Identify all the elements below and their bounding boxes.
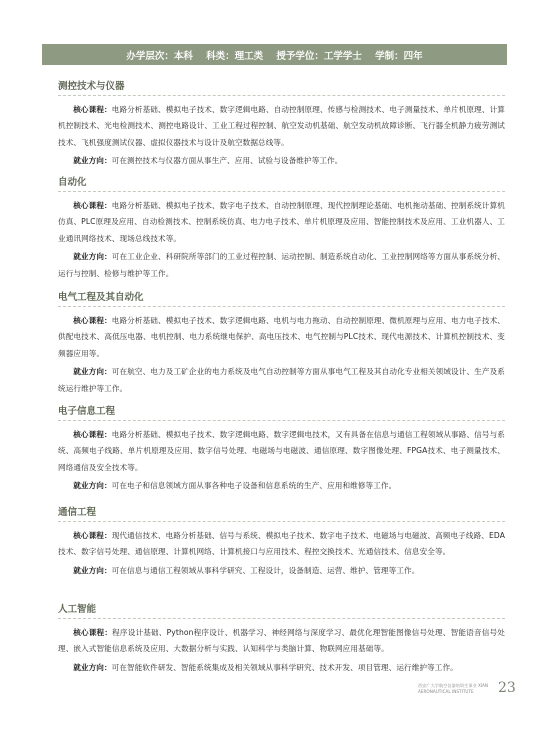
career-direction xyxy=(58,478,505,494)
page-footer xyxy=(418,680,518,704)
core-courses-label: 核心课程： xyxy=(73,430,112,439)
core-courses xyxy=(58,102,505,151)
career-direction xyxy=(58,364,505,397)
major-title: 人工智能 xyxy=(58,604,97,615)
section-divider xyxy=(58,95,505,96)
section-divider xyxy=(58,306,505,307)
major-section-electrical xyxy=(58,291,505,399)
core-courses-text: 电路分析基础、模拟电子技术、数字电子技术、自动控制原理、现代控制理论基础、电机拖动基础、控制系统计算机仿真、PLC原理及应用、自动检测技术、控制系统仿真、电力电子技术、单片机原理及应用、智能控制技术及应用、工业机器人、工业通讯网络技术、现场总线技术等。 xyxy=(58,201,506,243)
page-number: 23 xyxy=(498,680,516,696)
core-courses xyxy=(58,528,505,561)
career-label: 就业方向： xyxy=(73,662,112,672)
major-section-electronic-info xyxy=(58,405,505,497)
major-section-automation xyxy=(58,176,505,284)
major-title: 电子信息工程 xyxy=(58,406,116,417)
degree-info-banner: 办学层次：本科 科类：理工类 授予学位：工学学士 学制：四年 xyxy=(42,44,507,65)
career-label: 就业方向： xyxy=(73,156,112,166)
footer-institution-text: 西安广大学航空仪器培训生事业 XIAN AERONAUTICAL INSTITUTE xyxy=(418,683,489,694)
core-courses-label: 核心课程： xyxy=(73,201,112,210)
core-courses-text: 电路分析基础、模拟电子技术、数字逻辑电路、数字逻辑电技术，又有具备在信息与通信工程领域从事路、信号与系统、高频电子线路、单片机原理及应用、数字信号处理、电磁场与电磁波、通信原理、数字图像处理、FPGA技术、电子测量技术、网络通信及安全技术等。 xyxy=(58,430,506,472)
major-title: 电气工程及其自动化 xyxy=(58,292,144,303)
major-section-ai xyxy=(58,603,505,678)
core-courses xyxy=(58,313,505,362)
major-section-measurement xyxy=(58,80,505,172)
career-direction xyxy=(58,563,505,579)
section-divider xyxy=(58,618,505,619)
career-direction xyxy=(58,153,505,169)
career-text: 可在测控技术与仪器方面从事生产、应用、试验与设备维护等工作。 xyxy=(111,156,343,166)
career-direction xyxy=(58,660,505,676)
major-title: 自动化 xyxy=(58,177,87,188)
core-courses-text: 现代通信技术、电路分析基础、信号与系统、模拟电子技术、数字电子技术、电磁场与电磁波、高频电子线路、EDA技术、数字信号处理、通信原理、计算机网络、计算机接口与应用技术、程控交换技术、光通信技术、信息安全等。 xyxy=(58,531,505,557)
section-divider xyxy=(58,420,505,421)
career-text: 可在航空、电力及工矿企业的电力系统及电气自动控制等方面从事电气工程及其自动化专业相关领域设计、生产及系统运行维护等工作。 xyxy=(58,367,506,393)
core-courses xyxy=(58,198,505,247)
major-title: 通信工程 xyxy=(58,507,97,518)
career-label: 就业方向： xyxy=(73,367,112,377)
core-courses-text: 电路分析基础、模拟电子技术、数字逻辑电路、电机与电力拖动、自动控制原理、微机原理与应用、电力电子技术、供配电技术、高低压电器、电机控制、电力系统继电保护、高电压技术、电气控制与PLC技术、现代电源技术、计算机控制技术、变频器应用等。 xyxy=(58,316,506,358)
career-label: 就业方向： xyxy=(73,481,112,491)
major-section-communication xyxy=(58,506,505,581)
core-courses-label: 核心课程： xyxy=(73,628,113,637)
section-divider xyxy=(58,521,505,522)
core-courses-label: 核心课程： xyxy=(73,316,112,325)
core-courses xyxy=(58,625,505,658)
career-text: 可在智能软件研发、智能系统集成及相关领域从事科学研究、技术开发、项目管理、运行维护等工作。 xyxy=(111,662,458,672)
career-text: 可在信息与通信工程领域从事科学研究、工程设计，设备制造、运营、维护、管理等工作。 xyxy=(111,565,420,575)
career-text: 可在工业企业、科研院所等部门的工业过程控制、运动控制、制造系统自动化、工业控制网络等方面从事系统分析、运行与控制、检修与维护等工作。 xyxy=(58,252,506,278)
career-direction xyxy=(58,249,505,282)
core-courses xyxy=(58,427,505,476)
core-courses-label: 核心课程： xyxy=(73,105,112,114)
major-title: 测控技术与仪器 xyxy=(58,81,125,92)
core-courses-text: 电路分析基础、模拟电子技术、数字逻辑电路、自动控制原理、传感与检测技术、电子测量技术、单片机原理、计算机控制技术、光电检测技术、测控电路设计、工业工程过程控制、航空发动机基础、航空发动机故障诊断、飞行器全机静力疲劳测试技术、飞机强度测试仪器、虚拟仪器技术与设计及航空数据总线等。 xyxy=(58,105,506,147)
core-courses-label: 核心课程： xyxy=(73,531,112,540)
core-courses-text: 程序设计基础、Python程序设计、机器学习、神经网络与深度学习、最优化理智能图像信号处理、智能语音信号处理、嵌入式智能信息系统及应用、大数据分析与实践、认知科学与类脑计算、物联网应用基础等。 xyxy=(58,628,505,654)
career-text: 可在电子和信息领域方面从事各种电子设备和信息系统的生产、应用和维修等工作。 xyxy=(111,481,397,491)
career-label: 就业方向： xyxy=(73,252,112,262)
career-label: 就业方向： xyxy=(73,565,112,575)
section-divider xyxy=(58,191,505,192)
